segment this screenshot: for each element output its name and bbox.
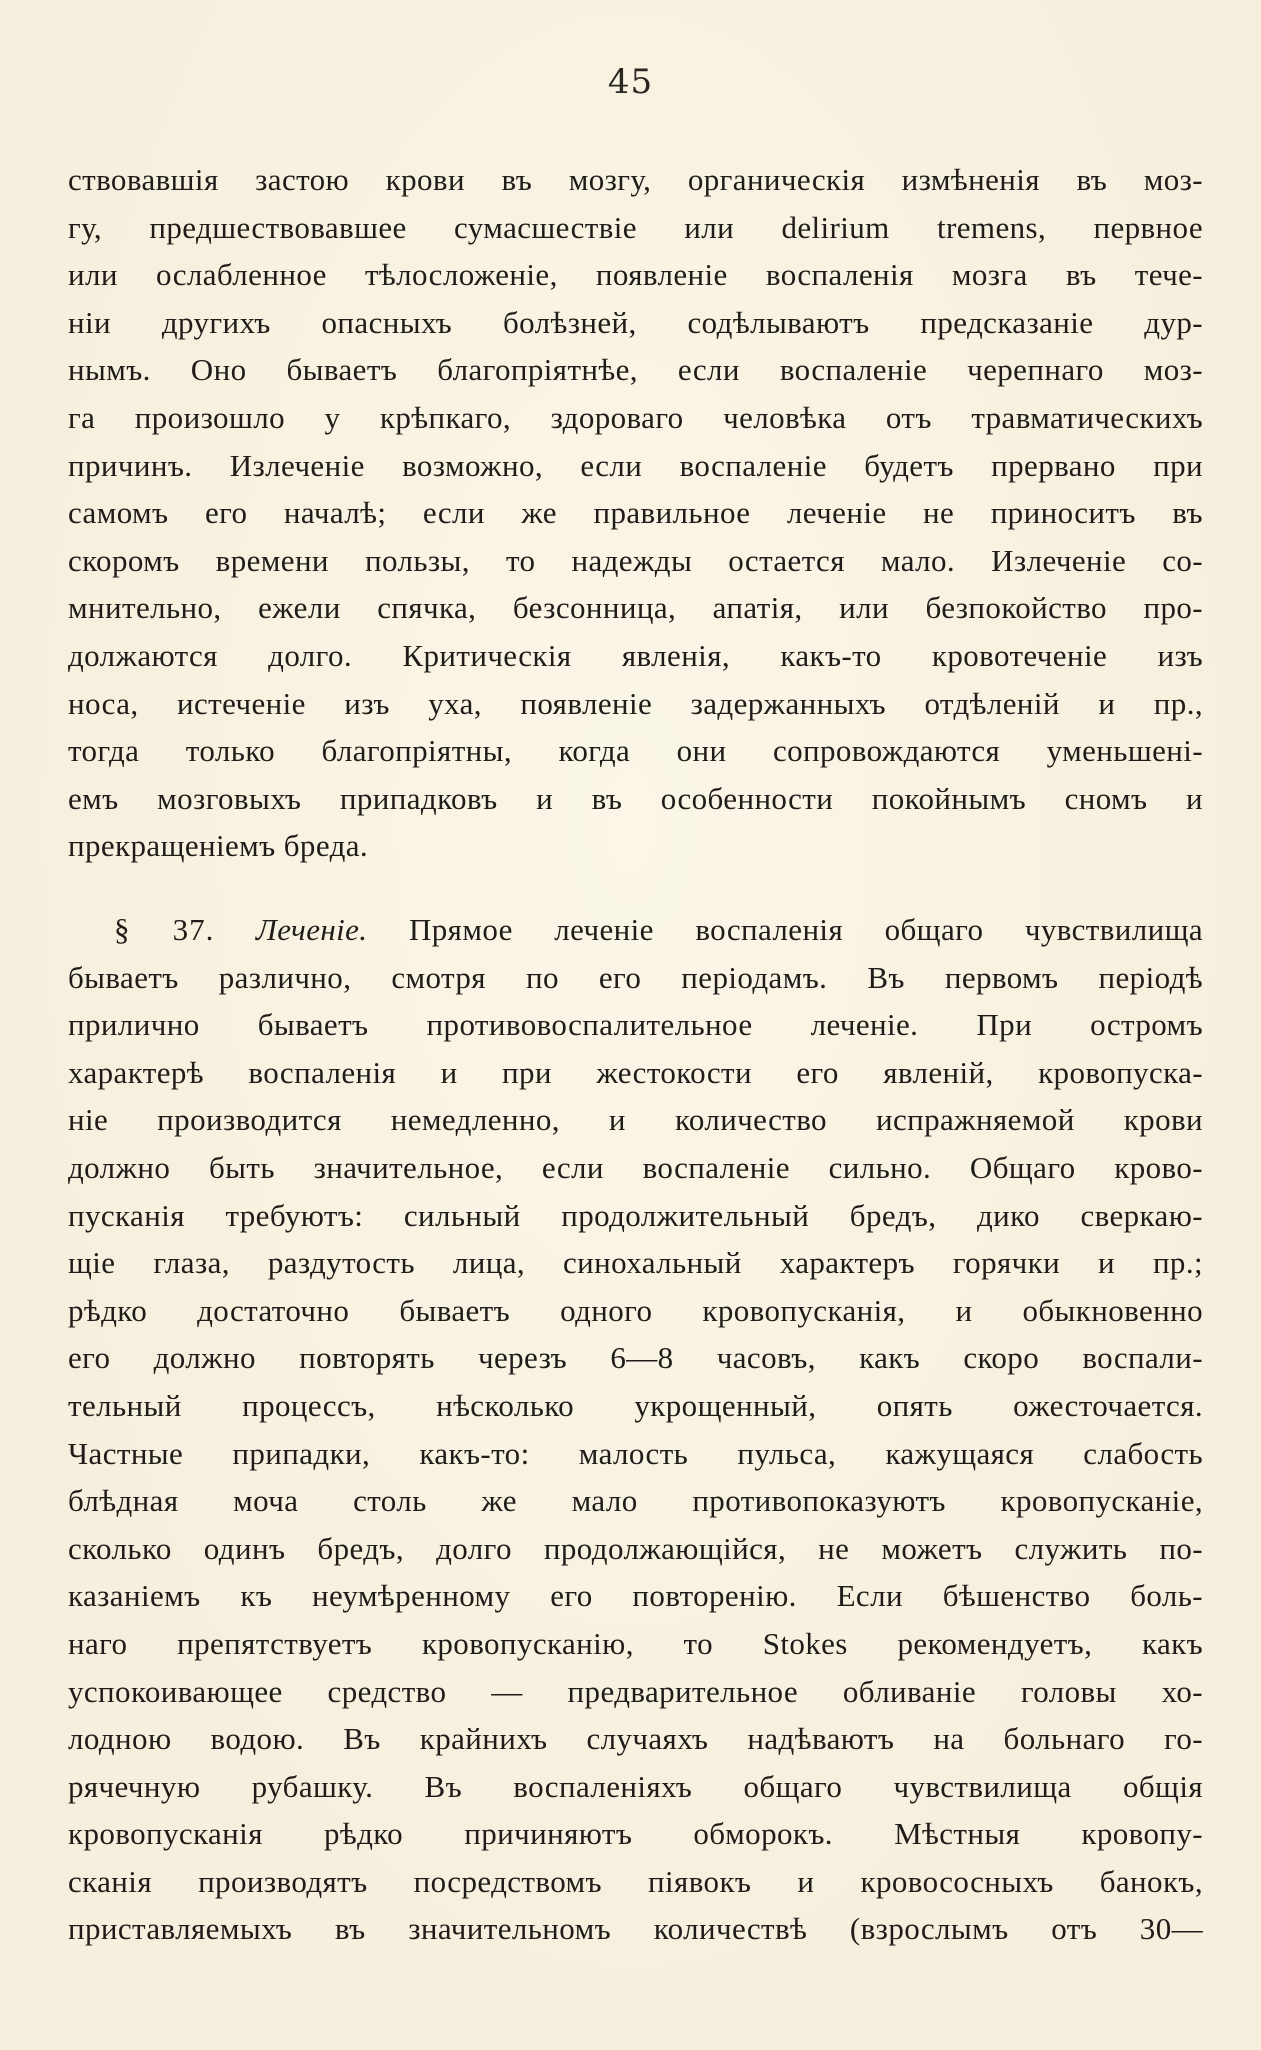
- text-line: ствовавшія застою крови въ мозгу, органическія измѣненія въ моз-: [68, 162, 1203, 197]
- page-number: 45: [607, 62, 654, 102]
- text-line: рѣдко достаточно бываетъ одного кровопусканія, и обыкновенно: [68, 1292, 1203, 1328]
- text-line: рячечную рубашку. Въ воспаленіяхъ общаго чувствилища общія: [68, 1768, 1203, 1804]
- text-line: прилично бываетъ противовоспалительное леченіе. При остромъ: [68, 1007, 1203, 1043]
- text-line: должно быть значительное, если воспаленіе сильно. Общаго крово-: [68, 1149, 1203, 1185]
- section-number: § 37.: [114, 912, 215, 947]
- text-line: прекращеніемъ бреда.: [68, 828, 369, 864]
- text-line: носа, истеченіе изъ уха, появленіе задержанныхъ отдѣленій и пр.,: [68, 685, 1203, 721]
- text-line: гу, предшествовавшее сумасшествіе или delirium tremens, первное: [68, 209, 1203, 245]
- paragraph-treatment: [68, 906, 1203, 1953]
- text-line: га произошло у крѣпкаго, здороваго человѣка отъ травматическихъ: [68, 399, 1203, 435]
- text-line: лодною водою. Въ крайнихъ случаяхъ надѣваютъ на больнаго го-: [68, 1721, 1203, 1757]
- text-line: мнительно, ежели спячка, безсонница, апатія, или безпокойство про-: [68, 590, 1203, 626]
- text-line: сканія производятъ посредствомъ піявокъ и кровососныхъ банокъ,: [68, 1863, 1203, 1899]
- text-line: бываетъ различно, смотря по его періодамъ. Въ первомъ періодѣ: [68, 959, 1203, 995]
- text-line: его должно повторять черезъ 6—8 часовъ, какъ скоро воспали-: [68, 1340, 1203, 1376]
- text-line: тельный процессъ, нѣсколько укрощенный, опять ожесточается.: [68, 1387, 1203, 1423]
- text-line: кровопусканія рѣдко причиняютъ обморокъ. Мѣстныя кровопу-: [68, 1816, 1203, 1852]
- text-line: ніи другихъ опасныхъ болѣзней, содѣлываютъ предсказаніе дур-: [68, 304, 1203, 340]
- section-title: Леченіе.: [255, 912, 368, 947]
- section-heading-line: [68, 906, 1203, 954]
- paragraph-prognosis: [68, 156, 1203, 870]
- section-first-line-text: Прямое леченіе воспаленія общаго чувствилища: [408, 912, 1204, 947]
- text-line: характерѣ воспаленія и при жестокости его явленій, кровопуска-: [68, 1054, 1203, 1090]
- text-line: самомъ его началѣ; если же правильное леченіе не приноситъ въ: [68, 495, 1203, 531]
- text-line: Частные припадки, какъ-то: малость пульса, кажущаяся слабость: [68, 1435, 1203, 1471]
- text-line: успокоивающее средство — предварительное обливаніе головы хо-: [68, 1673, 1203, 1709]
- text-line: нымъ. Оно бываетъ благопріятнѣе, если воспаленіе черепнаго моз-: [68, 352, 1203, 388]
- text-line: тогда только благопріятны, когда они сопровождаются уменьшені-: [68, 733, 1203, 769]
- text-line: наго препятствуетъ кровопусканію, то Stokes рекомендуетъ, какъ: [68, 1625, 1203, 1661]
- text-line: скоромъ времени пользы, то надежды остается мало. Излеченіе со-: [68, 542, 1203, 578]
- text-line: щіе глаза, раздутость лица, синохальный характеръ горячки и пр.;: [68, 1245, 1203, 1281]
- text-line: блѣдная моча столь же мало противопоказуютъ кровопусканіе,: [68, 1483, 1203, 1519]
- text-line: должаются долго. Критическія явленія, какъ-то кровотеченіе изъ: [68, 637, 1203, 673]
- text-line: сколько одинъ бредъ, долго продолжающійся, не можетъ служить по-: [68, 1530, 1203, 1566]
- text-line: ніе производится немедленно, и количество испражняемой крови: [68, 1102, 1203, 1138]
- text-line: казаніемъ къ неумѣренному его повторенію. Если бѣшенство боль-: [68, 1578, 1203, 1614]
- text-line: приставляемыхъ въ значительномъ количествѣ (взрослымъ отъ 30—: [68, 1911, 1203, 1947]
- text-line: причинъ. Излеченіе возможно, если воспаленіе будетъ прервано при: [68, 447, 1203, 483]
- text-line: или ослабленное тѣлосложеніе, появленіе воспаленія мозга въ тече-: [68, 257, 1203, 293]
- text-line: пусканія требуютъ: сильный продолжительный бредъ, дико сверкаю-: [68, 1197, 1203, 1233]
- text-line: емъ мозговыхъ припадковъ и въ особенности покойнымъ сномъ и: [68, 780, 1203, 816]
